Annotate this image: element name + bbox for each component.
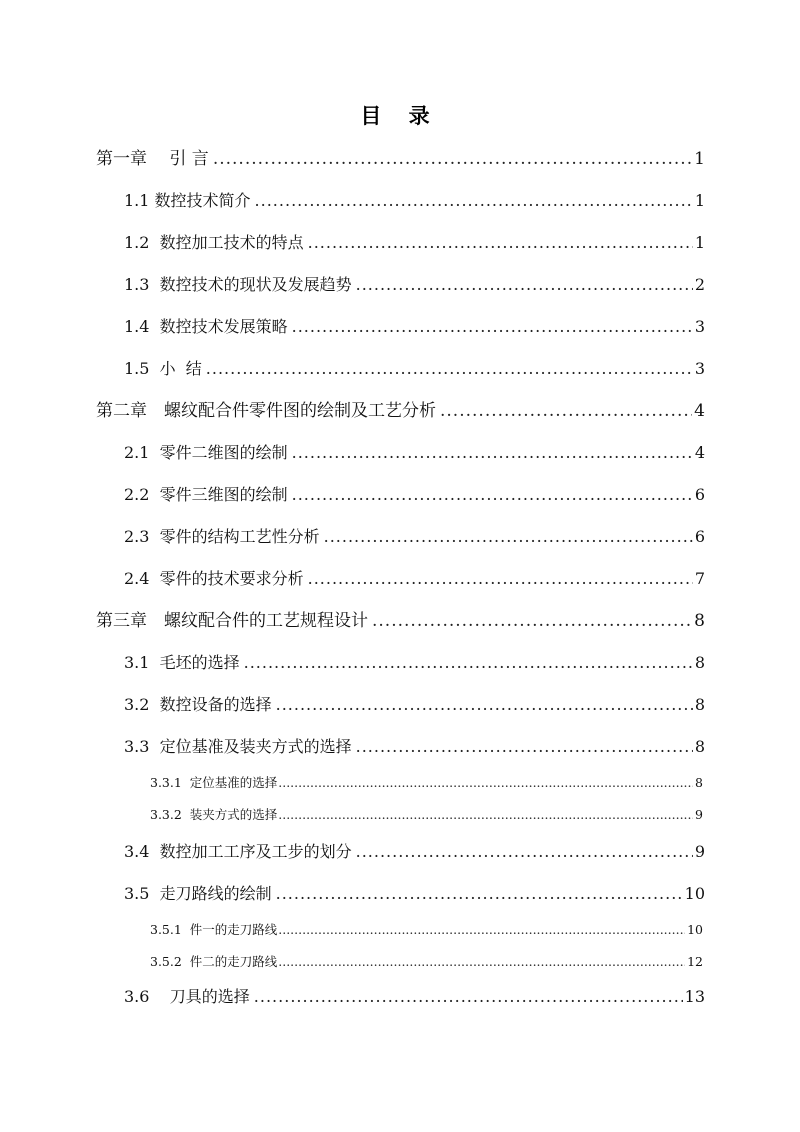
toc-entry-label: 第一章 引 言 [96,149,209,169]
toc-entry-label: 第三章 螺纹配合件的工艺规程设计 [96,611,368,631]
toc-entry-1-2[interactable] [124,232,705,254]
toc-entry-3-5-1[interactable] [150,921,703,939]
dot-leader [356,841,693,863]
page-title: 目 录 [360,104,440,128]
toc-entry-chapter-1[interactable] [96,147,705,171]
toc-entry-label: 2.4 零件的技术要求分析 [124,569,304,588]
toc-page-number: 8 [694,695,705,714]
dot-leader [278,806,693,824]
dot-leader [324,526,693,548]
toc-page-number: 10 [684,884,705,903]
toc-entry-3-5[interactable] [124,883,705,905]
toc-page-number: 8 [694,653,705,672]
toc-page-number: 12 [687,954,703,969]
dot-leader [276,694,693,716]
toc-entry-1-4[interactable] [124,316,705,338]
dot-leader [292,442,693,464]
dot-leader [308,568,693,590]
toc-entry-label: 3.5.1 件一的走刀路线 [150,922,278,937]
toc-entry-label: 2.2 零件三维图的绘制 [124,485,288,504]
toc-page-number: 13 [684,987,705,1006]
toc-entry-label: 3.6 刀具的选择 [124,987,250,1006]
toc-entry-3-2[interactable] [124,694,705,716]
dot-leader [356,736,693,758]
toc-entry-label: 3.4 数控加工工序及工步的划分 [124,842,352,861]
toc-entry-1-5[interactable] [124,358,705,380]
toc-page-number: 4 [694,443,705,462]
dot-leader [244,652,693,674]
toc-entry-label: 1.5 小 结 [124,359,202,378]
toc-entry-label: 1.2 数控加工技术的特点 [124,233,304,252]
toc-page-number: 8 [694,737,705,756]
toc-entry-2-4[interactable] [124,568,705,590]
dot-leader [308,232,693,254]
toc-entry-2-1[interactable] [124,442,705,464]
toc-entry-3-4[interactable] [124,841,705,863]
toc-entry-label: 3.5 走刀路线的绘制 [124,884,272,903]
dot-leader [255,190,693,212]
toc-entry-chapter-3[interactable] [96,609,705,633]
toc-entry-1-3[interactable] [124,274,705,296]
dot-leader [206,358,693,380]
toc-entry-label: 3.3.2 装夹方式的选择 [150,807,278,822]
toc-page-number: 9 [695,807,703,822]
dot-leader [254,986,683,1008]
toc-page-number: 1 [694,149,705,169]
toc-page-number: 10 [687,922,703,937]
dot-leader [372,609,692,633]
toc-page-number: 2 [694,275,705,294]
toc-entry-label: 1.1 数控技术简介 [124,191,251,210]
toc-entry-label: 1.4 数控技术发展策略 [124,317,288,336]
dot-leader [276,883,683,905]
toc-entry-1-1[interactable] [124,190,705,212]
dot-leader [278,921,685,939]
toc-entry-label: 第二章 螺纹配合件零件图的绘制及工艺分析 [96,401,436,421]
toc-entry-label: 3.1 毛坯的选择 [124,653,240,672]
dot-leader [278,774,693,792]
toc-page-number: 4 [694,401,705,421]
toc-entry-label: 2.3 零件的结构工艺性分析 [124,527,320,546]
dot-leader [356,274,693,296]
toc-entry-label: 3.3 定位基准及装夹方式的选择 [124,737,352,756]
toc-entry-2-2[interactable] [124,484,705,506]
toc-page-number: 7 [694,569,705,588]
dot-leader [292,484,693,506]
toc-entry-2-3[interactable] [124,526,705,548]
toc-entry-label: 1.3 数控技术的现状及发展趋势 [124,275,352,294]
toc-page-number: 3 [694,317,705,336]
toc-entry-label: 2.1 零件二维图的绘制 [124,443,288,462]
toc-page-number: 6 [694,527,705,546]
dot-leader [213,147,692,171]
toc-entry-label: 3.2 数控设备的选择 [124,695,272,714]
toc-entry-3-3[interactable] [124,736,705,758]
dot-leader [292,316,693,338]
toc-entry-3-3-1[interactable] [150,774,703,792]
toc-page-number: 8 [695,775,703,790]
toc-page-number: 6 [694,485,705,504]
toc-entry-3-1[interactable] [124,652,705,674]
toc-page-number: 8 [694,611,705,631]
toc-entry-3-6[interactable] [124,986,705,1008]
toc-entry-chapter-2[interactable] [96,399,705,423]
dot-leader [440,399,692,423]
toc-entry-label: 3.5.2 件二的走刀路线 [150,954,278,969]
toc-page-number: 1 [694,233,705,252]
toc-entry-3-5-2[interactable] [150,953,703,971]
dot-leader [278,953,685,971]
toc-page-number: 3 [694,359,705,378]
toc-page-number: 1 [694,191,705,210]
toc-entry-label: 3.3.1 定位基准的选择 [150,775,278,790]
toc-page-number: 9 [694,842,705,861]
toc-entry-3-3-2[interactable] [150,806,703,824]
